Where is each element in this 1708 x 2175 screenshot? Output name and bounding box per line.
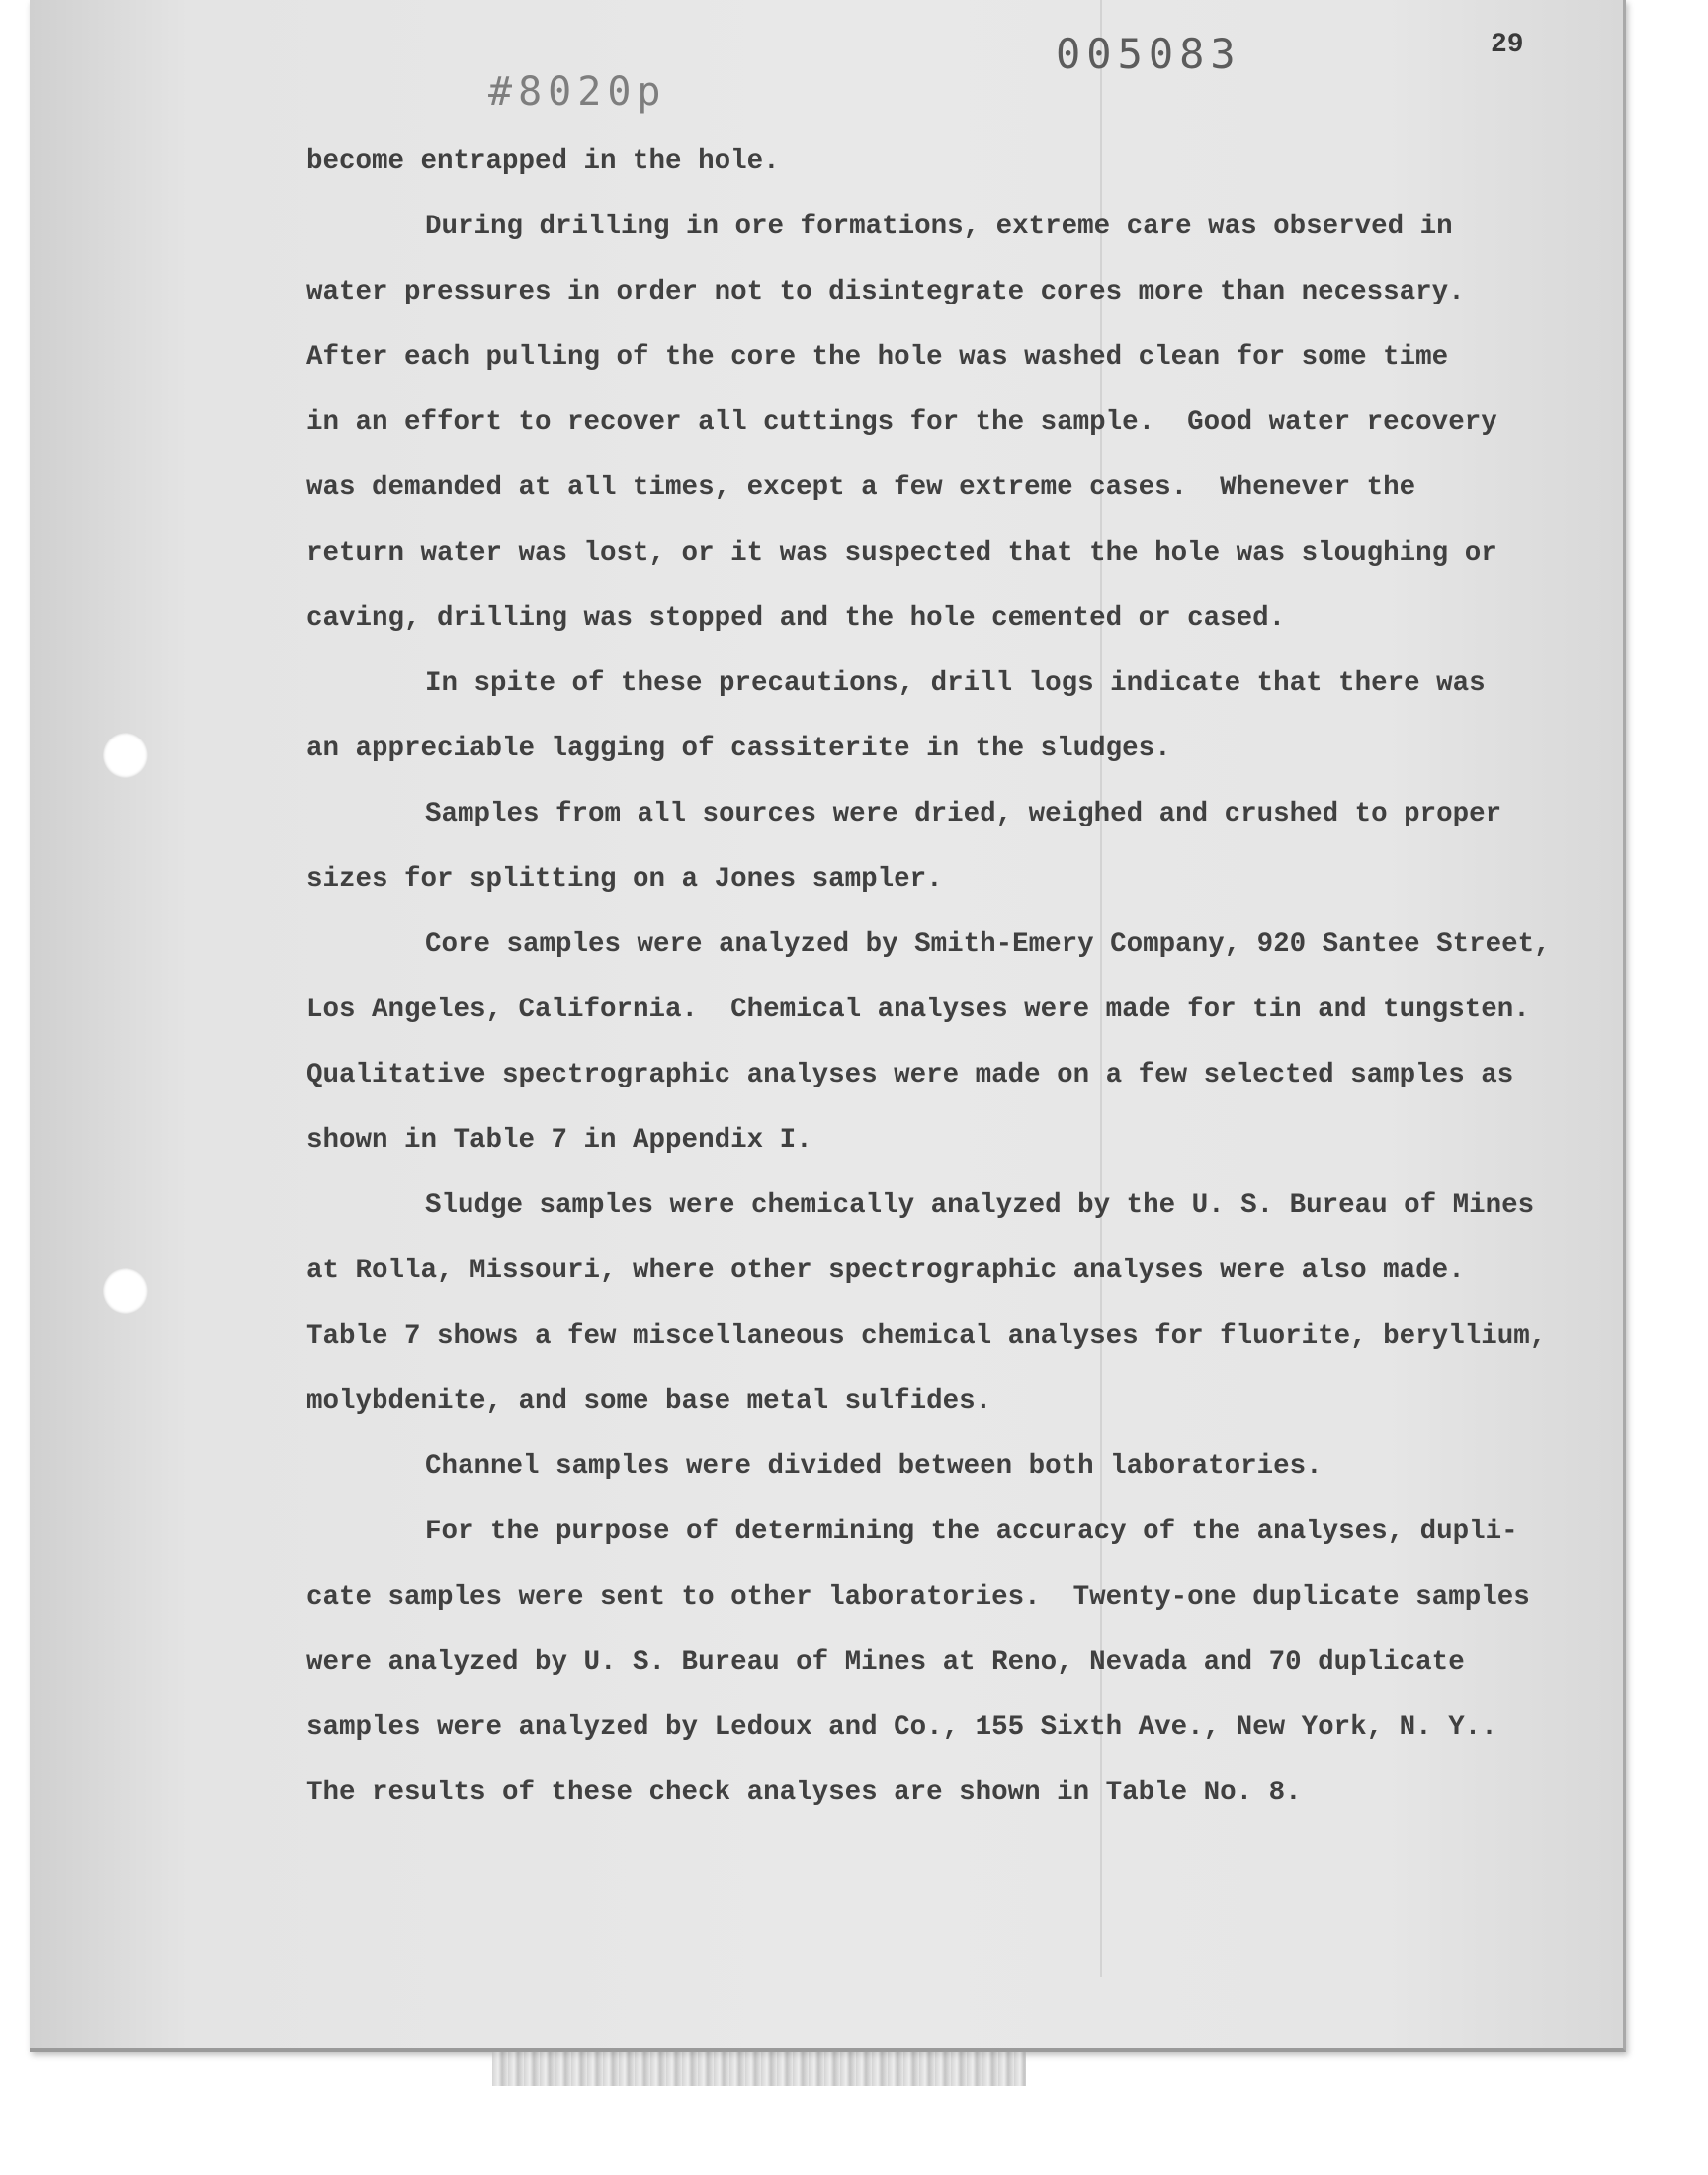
text-line: return water was lost, or it was suspected that the hole was sloughing or xyxy=(306,538,1497,568)
page-number: 29 xyxy=(1491,30,1524,60)
text-line: Core samples were analyzed by Smith-Emery Company, 920 Santee Street, xyxy=(425,929,1551,960)
text-line: an appreciable lagging of cassiterite in the sludges. xyxy=(306,734,1171,764)
document-number-stamp: 005083 xyxy=(1056,30,1241,78)
text-line: was demanded at all times, except a few extreme cases. Whenever the xyxy=(306,473,1416,503)
text-line: become entrapped in the hole. xyxy=(306,146,780,177)
punch-hole-top xyxy=(103,733,148,778)
punch-hole-bottom xyxy=(103,1268,148,1314)
text-line: Sludge samples were chemically analyzed by the U. S. Bureau of Mines xyxy=(425,1190,1535,1221)
text-line: samples were analyzed by Ledoux and Co., 155 Sixth Ave., New York, N. Y.. xyxy=(306,1712,1497,1743)
text-line: Samples from all sources were dried, weighed and crushed to proper xyxy=(425,799,1502,829)
text-line: Table 7 shows a few miscellaneous chemical analyses for fluorite, beryllium, xyxy=(306,1321,1547,1351)
text-line: Qualitative spectrographic analyses were made on a few selected samples as xyxy=(306,1060,1514,1090)
text-line: During drilling in ore formations, extreme care was observed in xyxy=(425,212,1453,242)
text-line: The results of these check analyses are shown in Table No. 8. xyxy=(306,1778,1302,1808)
text-line: Channel samples were divided between both laboratories. xyxy=(425,1451,1323,1482)
body-text xyxy=(306,142,1591,1839)
text-line: In spite of these precautions, drill logs indicate that there was xyxy=(425,668,1486,699)
text-line: After each pulling of the core the hole was washed clean for some time xyxy=(306,342,1449,373)
text-line: cate samples were sent to other laboratories. Twenty-one duplicate samples xyxy=(306,1582,1530,1612)
archive-number-stamp: #8020p xyxy=(488,69,667,115)
text-line: For the purpose of determining the accuracy of the analyses, dupli- xyxy=(425,1517,1518,1547)
text-line: Los Angeles, California. Chemical analyses were made for tin and tungsten. xyxy=(306,995,1530,1025)
text-line: in an effort to recover all cuttings for the sample. Good water recovery xyxy=(306,407,1497,438)
text-line: water pressures in order not to disintegrate cores more than necessary. xyxy=(306,277,1465,307)
text-line: caving, drilling was stopped and the hole cemented or cased. xyxy=(306,603,1286,634)
text-line: sizes for splitting on a Jones sampler. xyxy=(306,864,943,895)
scan-artifact-strip xyxy=(492,2052,1026,2086)
text-line: molybdenite, and some base metal sulfides. xyxy=(306,1386,992,1417)
text-line: at Rolla, Missouri, where other spectrographic analyses were also made. xyxy=(306,1256,1465,1286)
text-line: were analyzed by U. S. Bureau of Mines at Reno, Nevada and 70 duplicate xyxy=(306,1647,1465,1678)
text-line: shown in Table 7 in Appendix I. xyxy=(306,1125,812,1156)
